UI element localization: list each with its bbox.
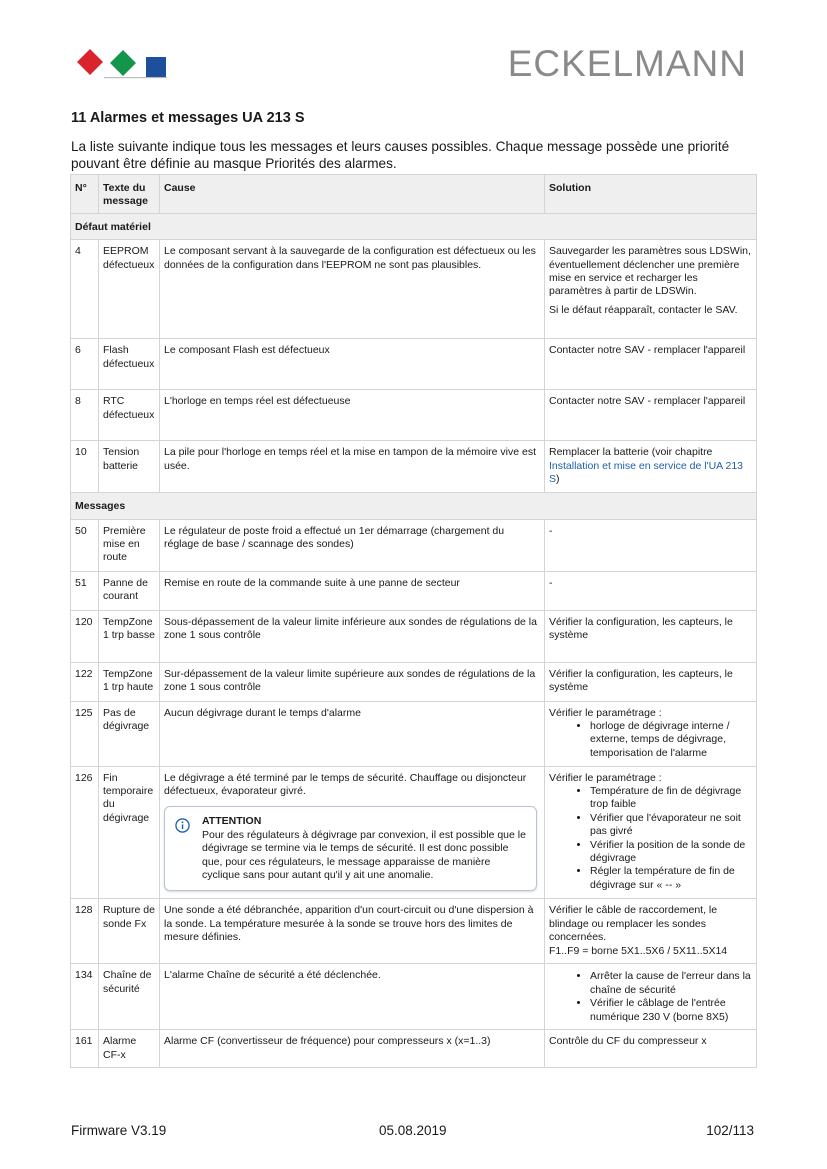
solution-line: Vérifier le câble de raccordement, le blindage ou remplacer les sondes concernées. [549,904,718,944]
eckelmann-logo [76,48,168,80]
list-item: • Arrêter la cause de l'erreur dans la chaîne de sécurité [590,970,752,997]
cell-solution: Contacter notre SAV - remplacer l'appareil [545,390,757,441]
table-row [71,571,757,610]
page-title: 11 Alarmes et messages UA 213 S [71,110,305,126]
cell-message: Chaîne de sécurité [99,964,160,1030]
table-row [71,662,757,701]
cell-solution: Contrôle du CF du compresseur x [545,1030,757,1068]
cell-cause: Le composant Flash est défectueux [160,339,545,390]
cause-text: Le dégivrage a été terminé par le temps de sécurité. Chauffage ou disjoncteur défectueux, évaporateur givré. [164,771,527,798]
list-item: • Vérifier que l'évaporateur ne soit pas givré [590,812,752,839]
cell-cause: Le composant servant à la sauvegarde de la configuration est défectueux ou les données de la configuration dans l'EEPROM ne sont pas plausibles. [160,240,545,339]
cell-cause: La pile pour l'horloge en temps réel et la mise en tampon de la mémoire vive est usée. [160,441,545,493]
logo-green-diamond [110,50,136,76]
cell-number: 4 [71,240,99,339]
list-item: • Vérifier la position de la sonde de dégivrage [590,839,752,866]
solution-text: ) [556,473,560,486]
cell-message: Première mise en route [99,519,160,571]
solution-line: éventuellement déclencher une première mise en service et recharger les paramètres à partir de LDSWin. [549,258,740,298]
col-header-solution: Solution [545,175,757,214]
cell-message: TempZone 1 trp basse [99,610,160,662]
logo-blue-square [146,57,166,77]
cell-message: Flash défectueux [99,339,160,390]
footer-date: 05.08.2019 [379,1123,447,1138]
cell-message: TempZone 1 trp haute [99,662,160,701]
cell-message: Pas de dégivrage [99,701,160,766]
cell-number: 126 [71,766,99,899]
section-title: Défaut matériel [71,213,757,239]
table-row [71,701,757,766]
solution-line: Si le défaut réapparaît, contacter le SAV. [549,303,738,316]
table-header-row [71,175,757,214]
table-row [71,766,757,899]
attention-content [202,815,526,882]
cell-solution: Contacter notre SAV - remplacer l'appareil [545,339,757,390]
chapter-link[interactable]: Installation et mise en service de l'UA 213 S [549,459,744,486]
table-row [71,899,757,964]
logo-red-diamond [77,49,103,75]
cell-cause: L'alarme Chaîne de sécurité a été déclenchée. [160,964,545,1030]
solution-list [549,970,752,1024]
footer-page-number: 102/113 [706,1123,754,1138]
table-row [71,610,757,662]
table-row [71,441,757,493]
list-item: • Régler la température de fin de dégivrage sur « -- » [590,865,752,892]
cell-number: 161 [71,1030,99,1068]
table-row [71,1030,757,1068]
footer-firmware: Firmware V3.19 [71,1123,167,1138]
cell-cause: Sous-dépassement de la valeur limite inférieure aux sondes de régulations de la zone 1 sous contrôle [160,610,545,662]
solution-line: Sauvegarder les paramètres sous LDSWin, [549,245,751,258]
col-header-cause: Cause [160,175,545,214]
cell-message: Panne de courant [99,571,160,610]
cell-number: 51 [71,571,99,610]
cell-message: Rupture de sonde Fx [99,899,160,964]
cell-number: 120 [71,610,99,662]
col-header-message: Texte du message [99,175,160,214]
alarm-table [70,174,757,1068]
cell-cause: Le régulateur de poste froid a effectué un 1er démarrage (chargement du réglage de base / scannage des sondes) [160,519,545,571]
cell-solution: - [545,519,757,571]
brand-wordmark: ECKELMANN [507,43,747,84]
table-row [71,964,757,1030]
list-item: • horloge de dégivrage interne / externe, temps de dégivrage, temporisation de l'alarme [590,720,752,760]
section-title: Messages [71,493,757,519]
cell-cause: Aucun dégivrage durant le temps d'alarme [160,701,545,766]
cell-solution: Vérifier la configuration, les capteurs, le système [545,610,757,662]
cell-solution [545,240,757,339]
cell-number: 8 [71,390,99,441]
cell-message: EEPROM défectueux [99,240,160,339]
table-row [71,519,757,571]
attention-title: ATTENTION [202,815,262,828]
cell-cause: Alarme CF (convertisseur de fréquence) pour compresseurs x (x=1..3) [160,1030,545,1068]
cell-message: Fin temporaire du dégivrage [99,766,160,899]
logo-baseline [104,77,167,78]
cell-number: 122 [71,662,99,701]
solution-intro: Vérifier le paramétrage : [549,706,662,719]
cell-cause: L'horloge en temps réel est défectueuse [160,390,545,441]
attention-box [164,806,537,891]
cell-message: RTC défectueux [99,390,160,441]
cell-solution: Vérifier la configuration, les capteurs, le système [545,662,757,701]
cell-message: Tension batterie [99,441,160,493]
cell-solution [545,899,757,964]
cell-number: 10 [71,441,99,493]
cell-number: 134 [71,964,99,1030]
cell-number: 128 [71,899,99,964]
solution-line: F1..F9 = borne 5X1..5X6 / 5X11..5X14 [549,944,728,957]
cell-solution [545,701,757,766]
table-row [71,339,757,390]
cell-solution [545,766,757,899]
solution-list [549,785,752,892]
cell-cause: Sur-dépassement de la valeur limite supérieure aux sondes de régulations de la zone 1 sous contrôle [160,662,545,701]
list-item: • Vérifier le câblage de l'entrée numérique 230 V (borne 8X5) [590,997,752,1024]
info-icon [175,818,190,833]
cell-number: 50 [71,519,99,571]
cell-solution [545,441,757,493]
cell-cause: Remise en route de la commande suite à une panne de secteur [160,571,545,610]
table-row [71,240,757,339]
section-row-hardware [71,213,757,239]
solution-list [549,720,752,760]
cell-cause: Une sonde a été débranchée, apparition d'un court-circuit ou d'une dispersion à la sonde. La température mesurée à la sonde se trouve hors des limites de mesure définies. [160,899,545,964]
section-row-messages [71,493,757,519]
solution-text: Remplacer la batterie (voir chapitre [549,446,713,459]
table-row [71,390,757,441]
cell-number: 6 [71,339,99,390]
intro-text: La liste suivante indique tous les messages et leurs causes possibles. Chaque message possède une priorité pouvant être définie au masque Priorités des alarmes. [71,139,730,171]
col-header-number: N° [71,175,99,214]
cell-cause [160,766,545,899]
cell-message: Alarme CF-x [99,1030,160,1068]
attention-text: Pour des régulateurs à dégivrage par convexion, il est possible que le dégivrage se termine via le temps de sécurité. Il est donc possible que, pour ces régulateurs, le message apparaisse de manière cyclique sans pour autant qu'il y ait une anomalie. [202,828,526,882]
cell-solution [545,964,757,1030]
list-item: • Température de fin de dégivrage trop faible [590,785,752,812]
cell-solution: - [545,571,757,610]
solution-intro: Vérifier le paramétrage : [549,771,662,784]
cell-number: 125 [71,701,99,766]
